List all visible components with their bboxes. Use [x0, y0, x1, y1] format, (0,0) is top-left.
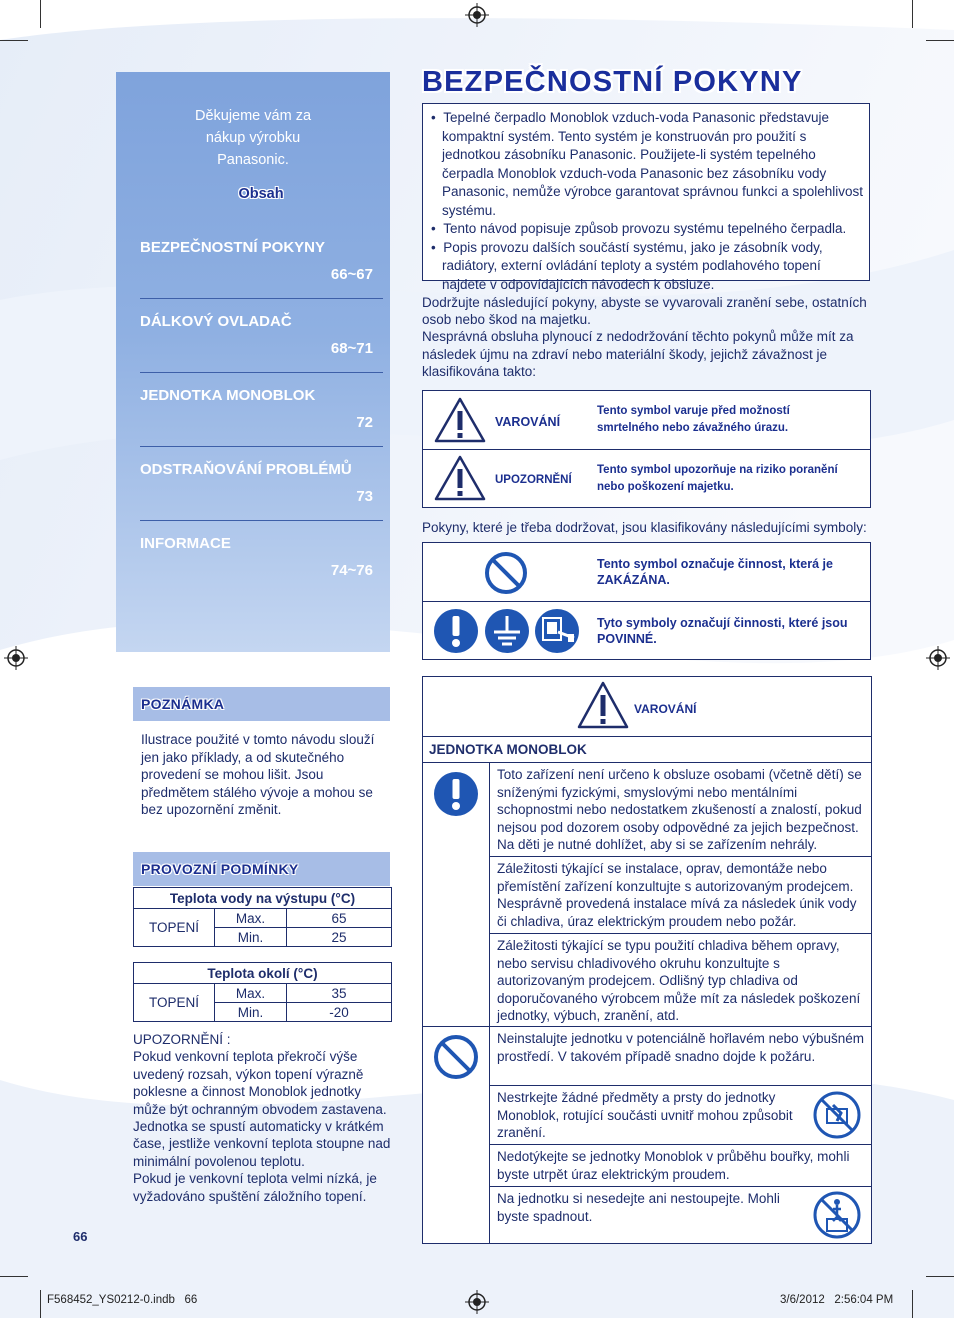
caution-triangle-icon: [433, 454, 487, 502]
toc-divider: [140, 298, 383, 299]
symbol-desc: Tento symbol označuje činnost, která je ZAKÁZÁNA.: [597, 557, 833, 587]
toc-item[interactable]: [140, 313, 383, 357]
ambient-table-min-label: Min.: [215, 1003, 287, 1022]
toc-title: ODSTRAŇOVÁNÍ PROBLÉMŮ: [140, 461, 352, 478]
registration-mark-icon: [4, 646, 28, 670]
toc-pages: 74~76: [330, 562, 373, 579]
warning-header-label: VAROVÁNÍ: [634, 702, 697, 716]
caution-line: Pokud venkovní teplota překročí výše uvedený rozsah, výkon topení výrazně poklesne a činnost Monoblok jednotky může být ochranným obvodem zastavena. Jednotka se spustí automaticky v krátkém čase, jestliže venkovní teplota stoupne nad minimální povolenou teplotu.: [133, 1049, 391, 1169]
paragraph-1: Dodržujte následující pokyny, abyste se vyvarovali zranění sebe, ostatních osob nebo škod na majetku.: [422, 295, 867, 328]
symbol-desc: Tyto symboly označují činnosti, které jsou POVINNÉ.: [597, 616, 848, 646]
sidebar: [116, 72, 390, 652]
toc-pages: 72: [356, 414, 373, 431]
crop-mark: [912, 0, 913, 28]
toc-item[interactable]: [140, 387, 383, 431]
plug-icon: [534, 608, 580, 654]
water-temperature-table: [133, 887, 392, 947]
registration-mark-icon: [926, 646, 950, 670]
no-standing-icon: [813, 1191, 861, 1239]
ambient-table-mode: TOPENÍ: [134, 984, 215, 1022]
section-title: JEDNOTKA MONOBLOK: [429, 742, 587, 757]
footer-date: 3/6/2012 2:56:04 PM: [780, 1294, 894, 1306]
toc-item[interactable]: [140, 239, 383, 283]
water-table-min-label: Min.: [215, 928, 287, 947]
level-row: [423, 450, 870, 508]
crop-mark: [40, 0, 41, 28]
registration-mark-icon: [465, 1290, 489, 1314]
level-desc: Tento symbol varuje před možností smrtelného nebo závažného úrazu.: [597, 405, 790, 434]
page-title: BEZPEČNOSTNÍ POKYNY: [422, 66, 803, 98]
ambient-table-max: 35: [287, 984, 392, 1003]
crop-mark: [926, 40, 954, 41]
footer-file: F568452_YS0212-0.indb 66: [47, 1294, 198, 1306]
toc-item[interactable]: [140, 535, 383, 579]
mandatory-text: Záležitosti týkající se typu použití chladiva během opravy, nebo servisu chladivového okruhu konzultujte s autorizovaným prodejcem. Odlišný typ chladiva od doporučovaného výrobcem může mít za následek poškození jednotky, výbuch, zranění, atd.: [497, 938, 861, 1023]
level-label: UPOZORNĚNÍ: [495, 474, 572, 486]
toc-title: DÁLKOVÝ OVLADAČ: [140, 313, 292, 330]
intro-bullet: • Tento návod popisuje způsob provozu systému tepelného čerpadla.: [431, 221, 847, 236]
caution-line: Pokud je venkovní teplota velmi nízká, je vyžadováno spuštění záložního topení.: [133, 1171, 377, 1204]
ambient-table-max-label: Max.: [215, 984, 287, 1003]
symbols-intro: Pokyny, které je třeba dodržovat, jsou klasifikovány následujícími symboly:: [422, 520, 867, 535]
warning-triangle-icon: [433, 396, 487, 444]
toc-title: BEZPEČNOSTNÍ POKYNY: [140, 239, 326, 256]
symbol-row: [423, 602, 870, 660]
registration-mark-icon: [465, 3, 489, 27]
prohibition-icon: [484, 551, 528, 595]
conditions-header: [133, 852, 390, 886]
toc-divider: [140, 372, 383, 373]
toc-pages: 68~71: [330, 340, 373, 357]
sidebar-intro: Děkujeme vám za nákup výrobku Panasonic.: [194, 108, 312, 168]
note-header: [133, 687, 390, 721]
intro-box: [422, 103, 870, 292]
crop-mark: [0, 1276, 28, 1277]
mandatory-text: Toto zařízení není určeno k obsluze osobami (včetně dětí) se sníženými fyzickými, smyslovými nebo mentálními schopnostmi nebo nedostatkem zkušeností a znalostí, pokud nejsou pod dozorem osoby odpovědné za jejich bezpečnost. Na děti je nutné dohlížet, aby si se zařízením nehrály.: [497, 767, 862, 852]
no-fingers-icon: [813, 1091, 861, 1139]
symbols-box: [422, 542, 871, 660]
ambient-temperature-table: [133, 962, 392, 1022]
prohibited-text: Na jednotku si nesedejte ani nestoupejte. Mohli byste spadnout.: [497, 1191, 780, 1224]
safety-paragraph: [422, 294, 872, 380]
caution-line: UPOZORNĚNÍ :: [133, 1032, 231, 1047]
prohibited-text: Nestrkejte žádné předměty a prsty do jednotky Monoblok, rotující součásti uvnitř mohou způsobit zranění.: [497, 1090, 793, 1140]
symbol-row: [423, 543, 870, 602]
crop-mark: [926, 1276, 954, 1277]
levels-box: [422, 390, 871, 508]
toc-pages: 66~67: [330, 266, 373, 283]
contents-label: Obsah: [238, 186, 284, 202]
crop-mark: [0, 40, 28, 41]
level-row: [423, 391, 870, 450]
crop-mark: [912, 1290, 913, 1318]
note-header-label: POZNÁMKA: [141, 696, 225, 712]
water-table-max-label: Max.: [215, 909, 287, 928]
intro-bullet: • Tepelné čerpadlo Monoblok vzduch-voda Panasonic představuje kompaktní systém. Tento systém je konstruován pro použití s jednotkou zásobníku Panasonic. Použijete-li systém tepelného čerpadla Monoblok vzduch-voda Panasonic bez zásobníku vody Panasonic, nemůže výrobce garantovat správnou funkci a spolehlivost systému.: [431, 110, 863, 218]
water-table-max: 65: [287, 909, 392, 928]
ambient-table-title: Teplota okolí (°C): [134, 963, 392, 984]
warning-triangle-icon: [576, 680, 630, 730]
conditions-header-label: PROVOZNÍ PODMÍNKY: [141, 861, 299, 877]
level-label: VAROVÁNÍ: [495, 415, 561, 429]
note-text: Ilustrace použité v tomto návodu slouží jen jako příklady, a od skutečného provedení se mohou lišit. Jsou předmětem stálého vývoje a mohou se bez upozornění změnit.: [141, 732, 375, 817]
prohibited-text: Nedotýkejte se jednotky Monoblok v průběhu bouřky, mohli byste utrpět úraz elektrickým proudem.: [497, 1149, 850, 1182]
ambient-table-min: -20: [287, 1003, 392, 1022]
toc-pages: 73: [356, 488, 373, 505]
level-desc: Tento symbol upozorňuje na riziko poranění nebo poškození majetku.: [597, 464, 838, 493]
intro-bullet: • Popis provozu dalších součástí systému, jako je zásobník vody, radiátory, externí ovládání teploty a systém podlahového topení najdete v odpovídajících návodech k obsluze.: [431, 239, 823, 292]
water-table-title: Teplota vody na výstupu (°C): [134, 888, 392, 909]
paragraph-2: Nesprávná obsluha plynoucí z nedodržování těchto pokynů může mít za následek újmu na zdraví nebo materiální škody, jejichž závažnost je klasifikována takto:: [422, 329, 854, 379]
warning-table: [422, 676, 872, 1244]
ground-icon: [484, 608, 530, 654]
toc-divider: [140, 520, 383, 521]
warning-header-row: [423, 677, 871, 737]
toc-item[interactable]: [140, 461, 383, 505]
prohibited-text: Neinstalujte jednotku v potenciálně hořlavém nebo výbušném prostředí. V takovém případě snadno dojde k požáru.: [497, 1031, 864, 1064]
mandatory-text: Záležitosti týkající se instalace, oprav, demontáže nebo přemístění zařízení konzultujte s autorizovaným prodejcem. Nesprávně provedená instalace mívá za následek únik vody či chladiva, úraz elektrickým proudem nebo požár.: [497, 861, 857, 929]
toc-title: JEDNOTKA MONOBLOK: [140, 387, 316, 404]
prohibition-icon: [433, 1034, 479, 1080]
toc-divider: [140, 446, 383, 447]
section-title-row: [423, 737, 871, 763]
water-table-min: 25: [287, 928, 392, 947]
toc-title: INFORMACE: [140, 535, 231, 552]
exclamation-icon: [433, 608, 479, 654]
exclamation-icon: [433, 771, 479, 817]
water-table-mode: TOPENÍ: [134, 909, 215, 947]
caution-text: [133, 1031, 393, 1205]
page-number: 66: [73, 1229, 88, 1244]
crop-mark: [40, 1290, 41, 1318]
